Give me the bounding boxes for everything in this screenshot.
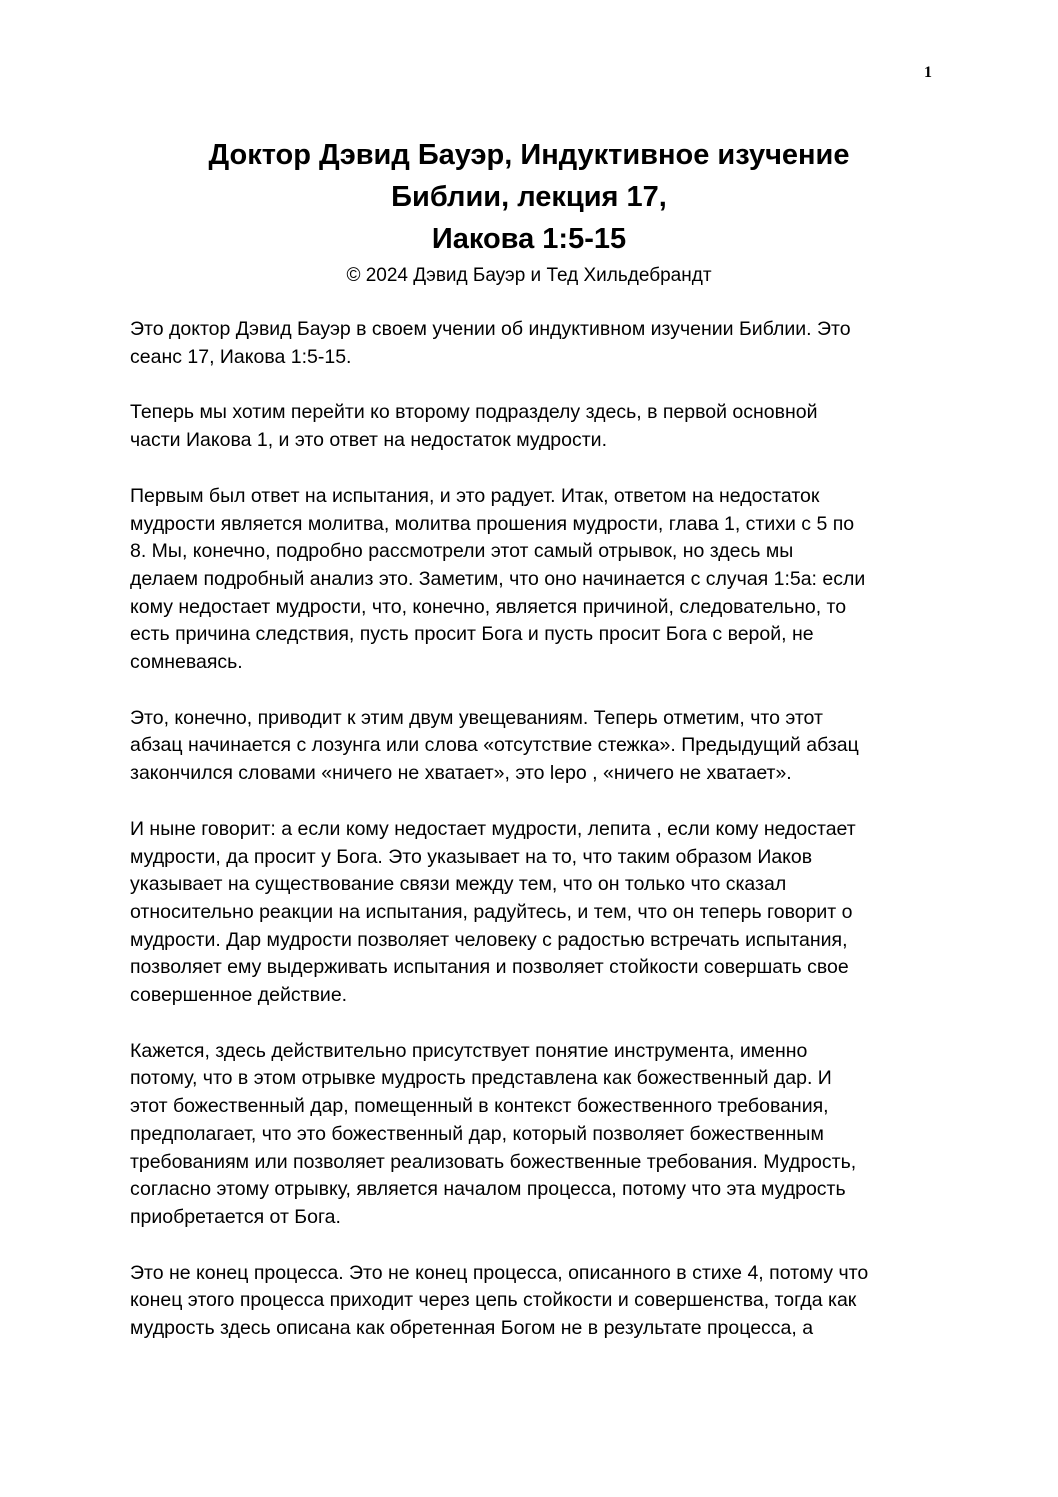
page-number: 1 [924,64,932,81]
title-block [100,134,958,289]
paragraph-6: Кажется, здесь действительно присутствует понятие инструмента, именно потому, что в этом отрывке мудрость представлена как божественный дар. И этот божественный дар, помещенный в контекст божественного требования, предполагает, что это божественный дар, который позволяет божественным требованиям или позволяет реализовать божественные требования. Мудрость, согласно этому отрывку, является началом процесса, потому что эта мудрость приобретается от Бога. [130,1039,857,1228]
paragraph-4: Это, конечно, приводит к этим двум увещеваниям. Теперь отметим, что этот абзац начинается с лозунга или слова «отсутствие стежка». Предыдущий абзац закончился словами «ничего не хватает», это lepo , «ничего не хватает». [130,706,859,785]
title-line-1: Доктор Дэвид Бауэр, Индуктивное изучение [208,139,850,171]
copyright-line: © 2024 Дэвид Бауэр и Тед Хильдебрандт [346,265,712,286]
paragraph-7: Это не конец процесса. Это не конец процесса, описанного в стихе 4, потому что конец этого процесса приходит через цепь стойкости и совершенства, тогда как мудрость здесь описана как обретенная Богом не в результате процесса, а [130,1261,869,1340]
body-text [130,316,940,1371]
paragraph-2: Теперь мы хотим перейти ко второму подразделу здесь, в первой основной части Иакова 1, и это ответ на недостаток мудрости. [130,401,818,452]
paragraph-3: Первым был ответ на испытания, и это радует. Итак, ответом на недостаток мудрости является молитва, молитва прошения мудрости, глава 1, стихи с 5 по 8. Мы, конечно, подробно рассмотрели этот самый отрывок, но здесь мы делаем подробный анализ это. Заметим, что оно начинается с случая 1:5a: если кому недостает мудрости, что, конечно, является причиной, следовательно, то есть причина следствия, пусть просит Бога и пусть просит Бога с верой, не сомневаясь. [130,484,866,674]
title-line-2: Библии, лекция 17, [391,181,667,213]
paragraph-5: И ныне говорит: а если кому недостает мудрости, лепита , если кому недостает мудрости, да просит у Бога. Это указывает на то, что таким образом Иаков указывает на существование связи между тем, что он только что сказал относительно реакции на испытания, радуйтесь, и тем, что он теперь говорит о мудрости. Дар мудрости позволяет человеку с радостью встречать испытания, позволяет ему выдерживать испытания и позволяет стойкости совершать свое совершенное действие. [130,817,856,1007]
paragraph-1: Это доктор Дэвид Бауэр в своем учении об индуктивном изучении Библии. Это сеанс 17, Иакова 1:5-15. [130,318,851,368]
title-line-3: Иакова 1:5-15 [431,223,627,255]
